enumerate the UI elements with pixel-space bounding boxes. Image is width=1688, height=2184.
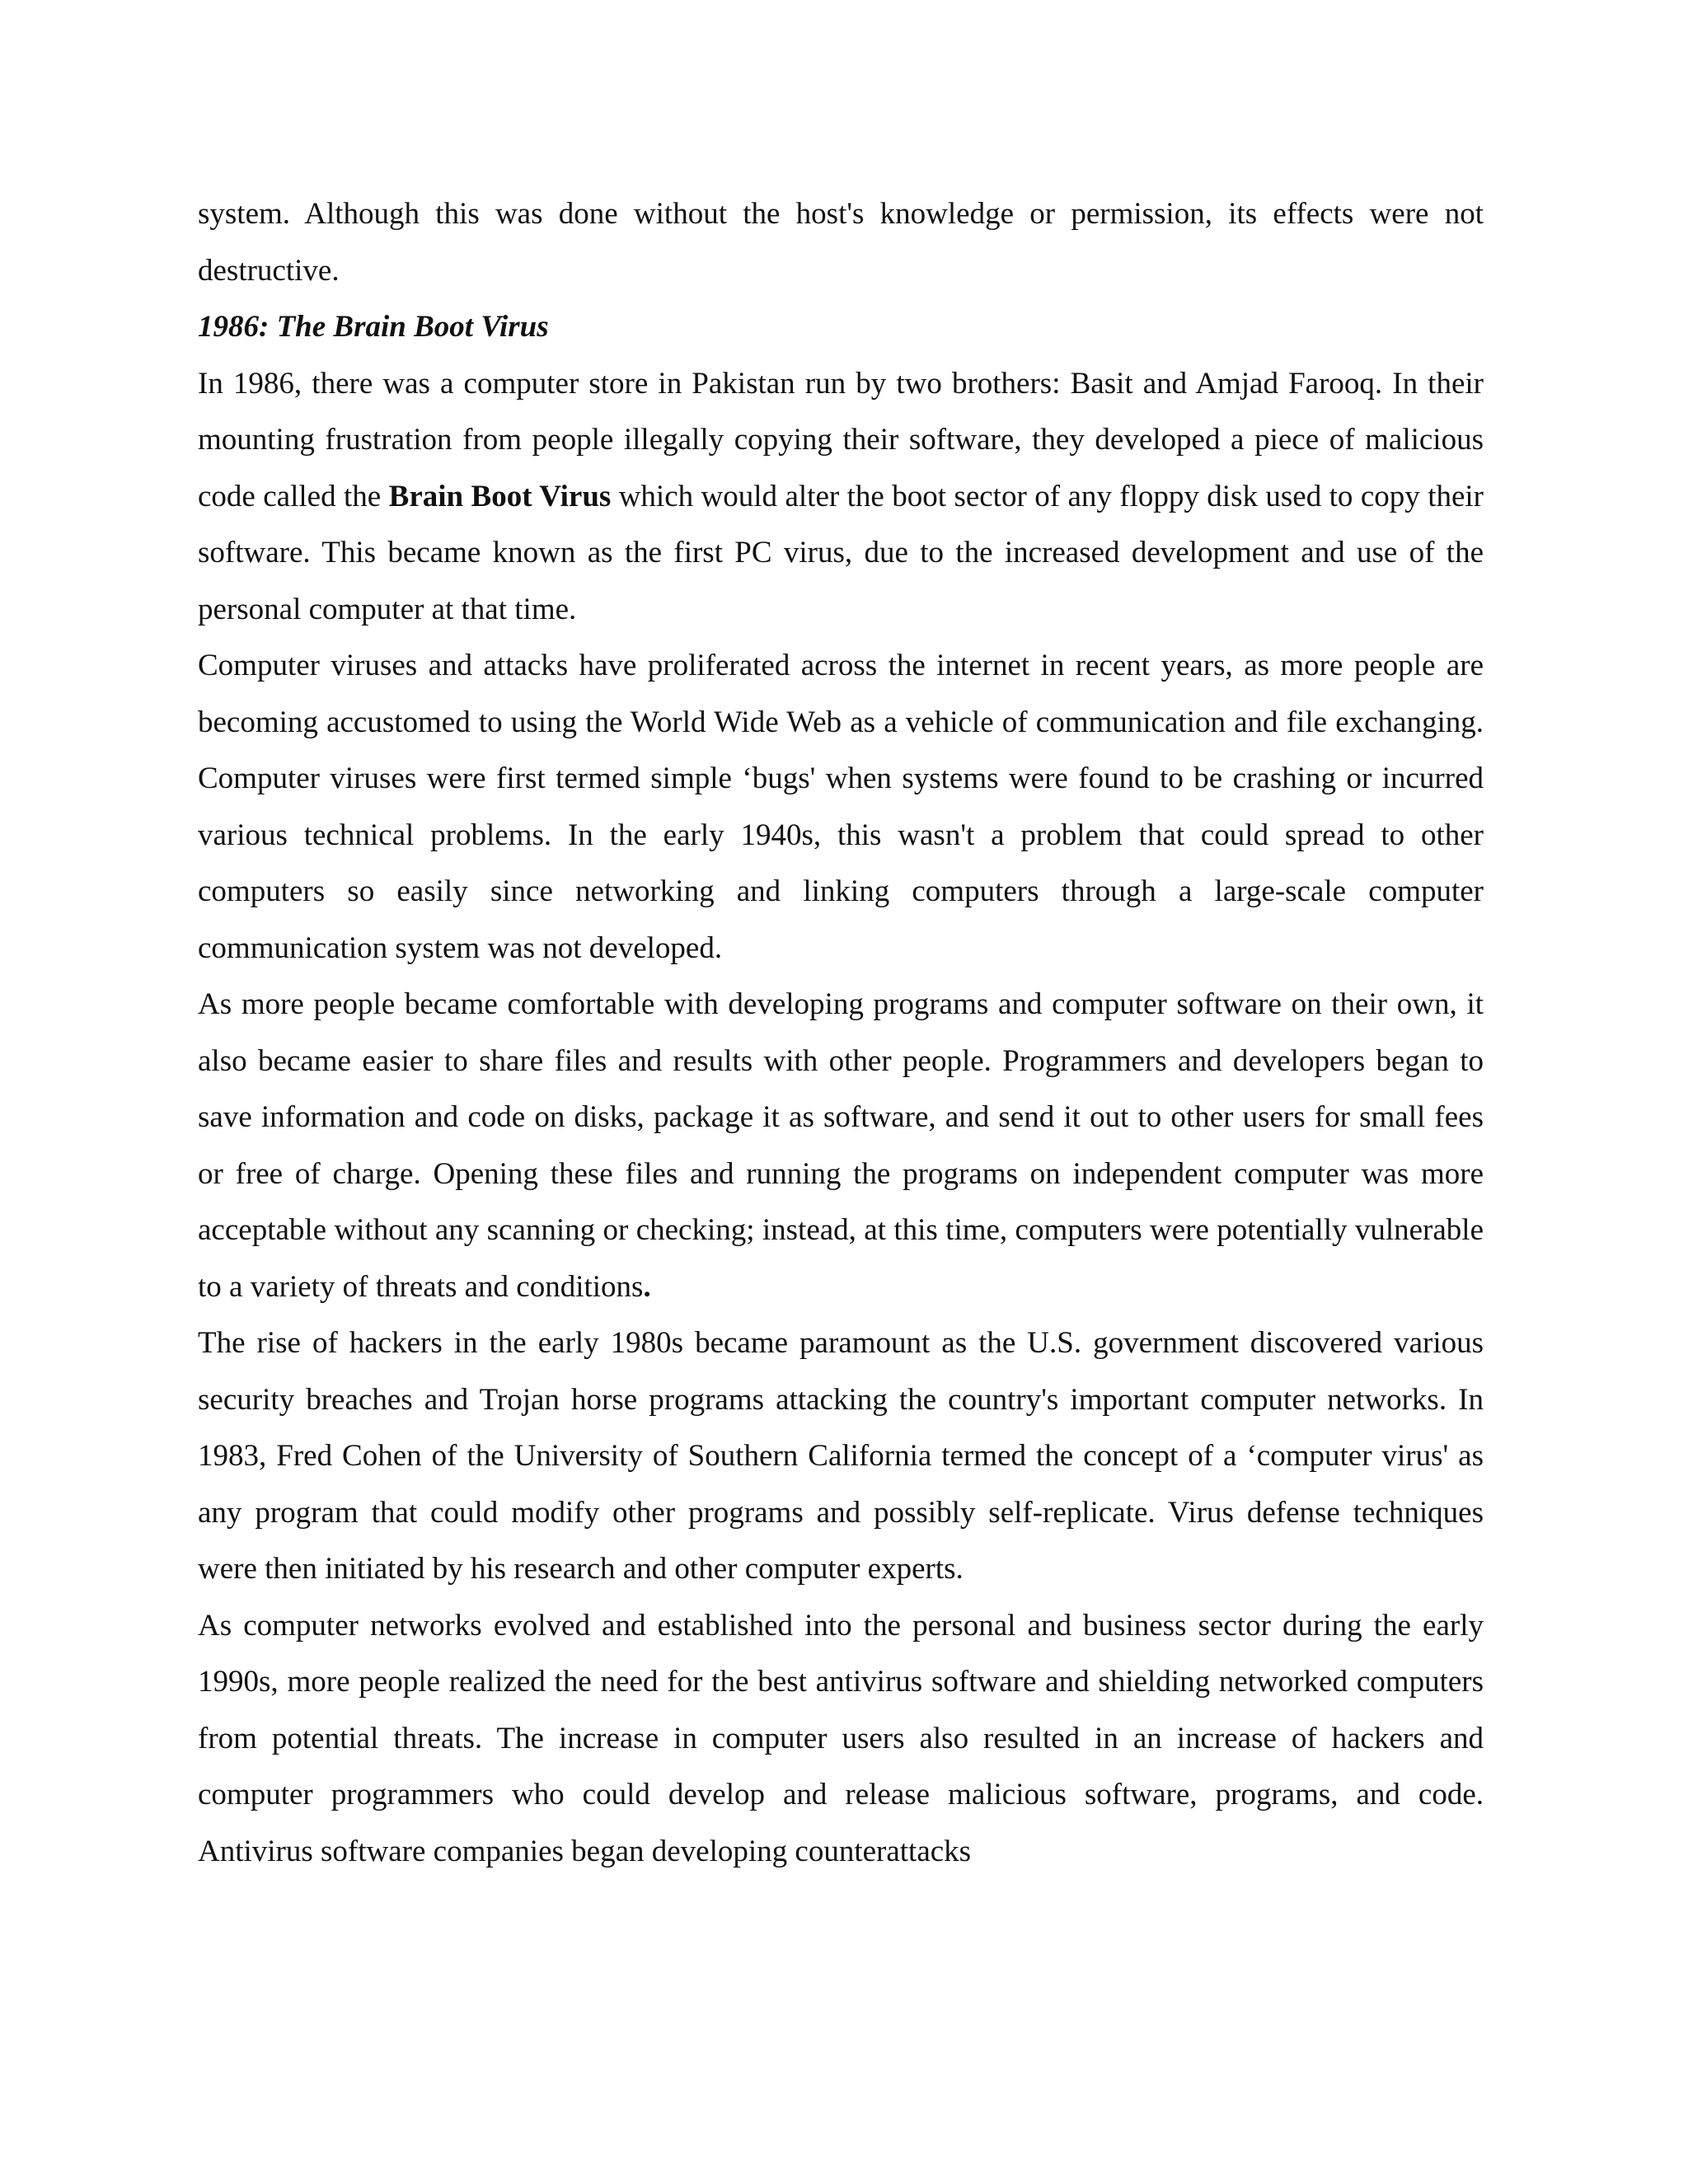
paragraph-rise-of-hackers: The rise of hackers in the early 1980s became paramount as the U.S. government discovered various security breaches and Trojan horse programs attacking the country's important computer networks. In 1983, Fred Cohen of the University of Southern California termed the concept of a ‘computer virus' as any program that could modify other programs and possibly self-replicate. Virus defense techniques were then initiated by his research and other computer experts. — [198, 1326, 1484, 1586]
section-heading-brain-boot-virus: 1986: The Brain Boot Virus — [198, 310, 549, 344]
paragraph-file-sharing — [198, 977, 1484, 1315]
paragraph-file-sharing-period: . — [643, 1269, 651, 1304]
paragraph-computer-networks: As computer networks evolved and established into the personal and business sector during the early 1990s, more people realized the need for the best antivirus software and shielding networked computers from potential threats. The increase in computer users also resulted in an increase of hackers and computer programmers who could develop and release malicious software, programs, and code. Antivirus software companies began developing counterattacks — [198, 1608, 1484, 1868]
paragraph-brain-boot-virus — [198, 356, 1484, 639]
paragraph-brain-text-after: which would alter the boot sector of any floppy disk used to copy their software. This became known as the first PC virus, due to the increased development and use of the personal computer at that time. — [198, 479, 1484, 626]
document-body — [198, 186, 1484, 1880]
paragraph-file-sharing-text: As more people became comfortable with developing programs and computer software on their own, it also became easier to share files and results with other people. Programmers and developers began to save information and code on disks, package it as software, and send it out to other users for small fees or free of charge. Opening these files and running the programs on independent computer was more acceptable without any scanning or checking; instead, at this time, computers were potentially vulnerable to a variety of threats and conditions — [198, 987, 1484, 1304]
paragraph-viruses-proliferated: Computer viruses and attacks have proliferated across the internet in recent years, as more people are becoming accustomed to using the World Wide Web as a vehicle of communication and file exchanging. Computer viruses were first termed simple ‘bugs' when systems were found to be crashing or incurred various technical problems. In the early 1940s, this wasn't a problem that could spread to other computers so easily since networking and linking computers through a large-scale computer communication system was not developed. — [198, 649, 1484, 965]
brain-boot-virus-term: Brain Boot Virus — [388, 479, 612, 513]
paragraph-brain-text-before: In 1986, there was a computer store in Pakistan run by two brothers: Basit and Amjad Farooq. In their mounting frustration from people illegally copying their software, they developed a piece of malicious code called the — [198, 366, 1484, 513]
paragraph-intro: system. Although this was done without the host's knowledge or permission, its effects were not destructive. — [198, 197, 1484, 288]
